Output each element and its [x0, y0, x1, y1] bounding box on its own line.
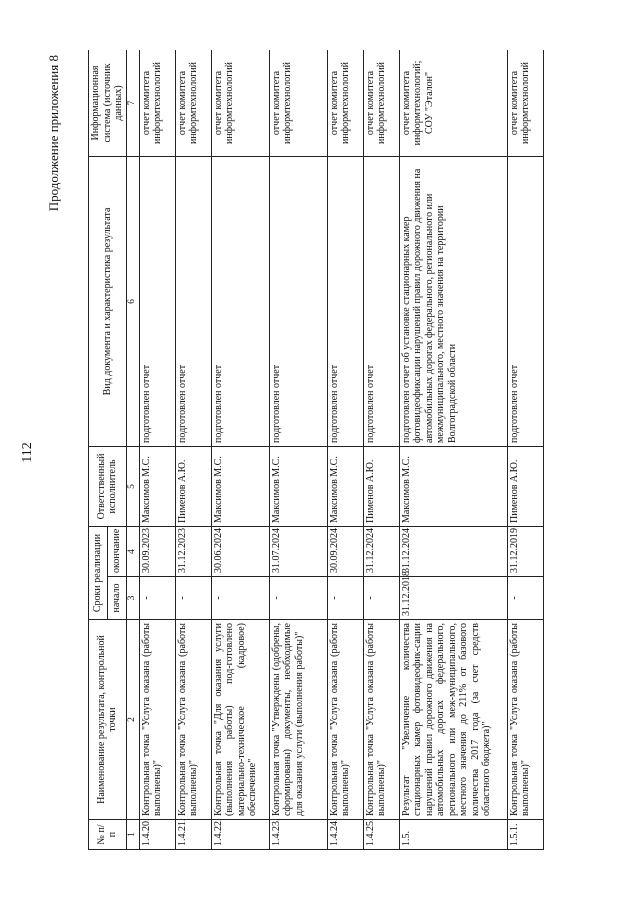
row-system: отчет комитета информтехнологий; СОУ "Эталон"	[399, 50, 507, 156]
row-name: Контрольная точка "Для оказания услуги (выполнения работы) под-готовлено материально-техническое (кадровое) обеспечение"	[211, 620, 269, 820]
row-number: 1.4.23.	[269, 820, 327, 850]
row-system: отчет комитета информтехнологий	[327, 50, 363, 156]
header-name: Наименование результата, контрольной точки	[89, 620, 127, 820]
table-row	[211, 50, 269, 850]
row-end: 31.12.2024	[399, 526, 507, 576]
header-start: начало	[107, 577, 126, 620]
row-doc: подготовлен отчет	[327, 156, 363, 446]
row-start: -	[507, 577, 543, 620]
row-responsible: Максимов М.С.	[399, 446, 507, 526]
column-number: 1	[126, 820, 139, 850]
row-responsible: Максимов М.С.	[211, 446, 269, 526]
row-doc: подготовлен отчет об установке стационарных камер фотовидеофиксации нарушений правил дорожного движения на автомобильных дорогах федерального, регионального или межмуниципального, местного значения на территории Волгоградской области	[399, 156, 507, 446]
row-end: 31.12.2019	[507, 526, 543, 576]
column-number: 4	[126, 526, 139, 576]
row-name: Контрольная точка "Услуга оказана (работы выполнены)"	[363, 620, 399, 820]
row-number: 1.5.	[399, 820, 507, 850]
row-responsible: Максимов М.С.	[327, 446, 363, 526]
results-table	[88, 50, 544, 850]
row-system: отчет комитета информтехнологий	[175, 50, 211, 156]
row-number: 1.4.22.	[211, 820, 269, 850]
table-row	[269, 50, 327, 850]
page-number: 112	[20, 442, 35, 463]
header-end: окончание	[107, 526, 126, 576]
row-doc: подготовлен отчет	[139, 156, 175, 446]
row-name: Контрольная точка "Услуга оказана (работы выполнены)"	[507, 620, 543, 820]
row-system: отчет комитета информтехнологий	[211, 50, 269, 156]
header-num: № п/п	[89, 820, 127, 850]
header-responsible: Ответственный исполнитель	[89, 446, 127, 526]
row-end: 30.09.2023	[139, 526, 175, 576]
row-end: 30.06.2024	[211, 526, 269, 576]
row-number: 1.4.24.	[327, 820, 363, 850]
row-start: 31.12.2018	[399, 577, 507, 620]
table-row	[363, 50, 399, 850]
row-name: Контрольная точка "Утверждены (одобрены, сформированы) документы, необходимые для оказания услуги (выполнения работы)"	[269, 620, 327, 820]
row-responsible: Максимов М.С.	[139, 446, 175, 526]
table-row	[327, 50, 363, 850]
header-doc: Вид документа и характеристика результата	[89, 156, 127, 446]
row-start: -	[139, 577, 175, 620]
column-number: 2	[126, 620, 139, 820]
row-doc: подготовлен отчет	[507, 156, 543, 446]
row-doc: подготовлен отчет	[211, 156, 269, 446]
row-number: 1.4.25.	[363, 820, 399, 850]
row-start: -	[363, 577, 399, 620]
row-start: -	[327, 577, 363, 620]
table-row	[175, 50, 211, 850]
row-name: Результат "Увеличение количества стационарных камер фотовидеофик-сации нарушений правил дорожного движения на автомобильных дорогах федерального, регионального или меж-муниципального, местного значения до 211% от базового количества 2017 года (за счет средств областного бюджета)"	[399, 620, 507, 820]
column-number: 6	[126, 156, 139, 446]
row-responsible: Пименов А.Ю.	[507, 446, 543, 526]
header-row	[89, 50, 108, 850]
row-doc: подготовлен отчет	[363, 156, 399, 446]
row-doc: подготовлен отчет	[269, 156, 327, 446]
header-terms: Сроки реализации	[89, 526, 108, 619]
row-end: 31.07.2024	[269, 526, 327, 576]
table-row	[399, 50, 507, 850]
row-system: отчет комитета информтехнологий	[139, 50, 175, 156]
row-name: Контрольная точка "Услуга оказана (работы выполнены)"	[139, 620, 175, 820]
row-responsible: Максимов М.С.	[269, 446, 327, 526]
row-name: Контрольная точка "Услуга оказана (работы выполнены)"	[327, 620, 363, 820]
row-end: 31.12.2024	[363, 526, 399, 576]
row-number: 1.4.21.	[175, 820, 211, 850]
row-responsible: Пименов А.Ю.	[175, 446, 211, 526]
column-number: 7	[126, 50, 139, 156]
row-name: Контрольная точка "Услуга оказана (работы выполнены)"	[175, 620, 211, 820]
table-wrapper	[88, 50, 603, 850]
row-responsible: Пименов А.Ю.	[363, 446, 399, 526]
row-system: отчет комитета информтехнологий	[269, 50, 327, 156]
row-system: отчет комитета информтехнологий	[507, 50, 543, 156]
row-doc: подготовлен отчет	[175, 156, 211, 446]
row-start: -	[269, 577, 327, 620]
row-start: -	[175, 577, 211, 620]
row-start: -	[211, 577, 269, 620]
table-row	[139, 50, 175, 850]
column-number: 5	[126, 446, 139, 526]
row-number: 1.4.20.	[139, 820, 175, 850]
row-system: отчет комитета информтехнологий	[363, 50, 399, 156]
row-number: 1.5.1.	[507, 820, 543, 850]
row-end: 30.09.2024	[327, 526, 363, 576]
continuation-label: Продолжение приложения 8	[46, 55, 61, 212]
column-number: 3	[126, 577, 139, 620]
header-system: Информационная система (источник данных)	[89, 50, 127, 156]
column-numbers-row	[126, 50, 139, 850]
row-end: 31.12.2023	[175, 526, 211, 576]
table-row	[507, 50, 543, 850]
